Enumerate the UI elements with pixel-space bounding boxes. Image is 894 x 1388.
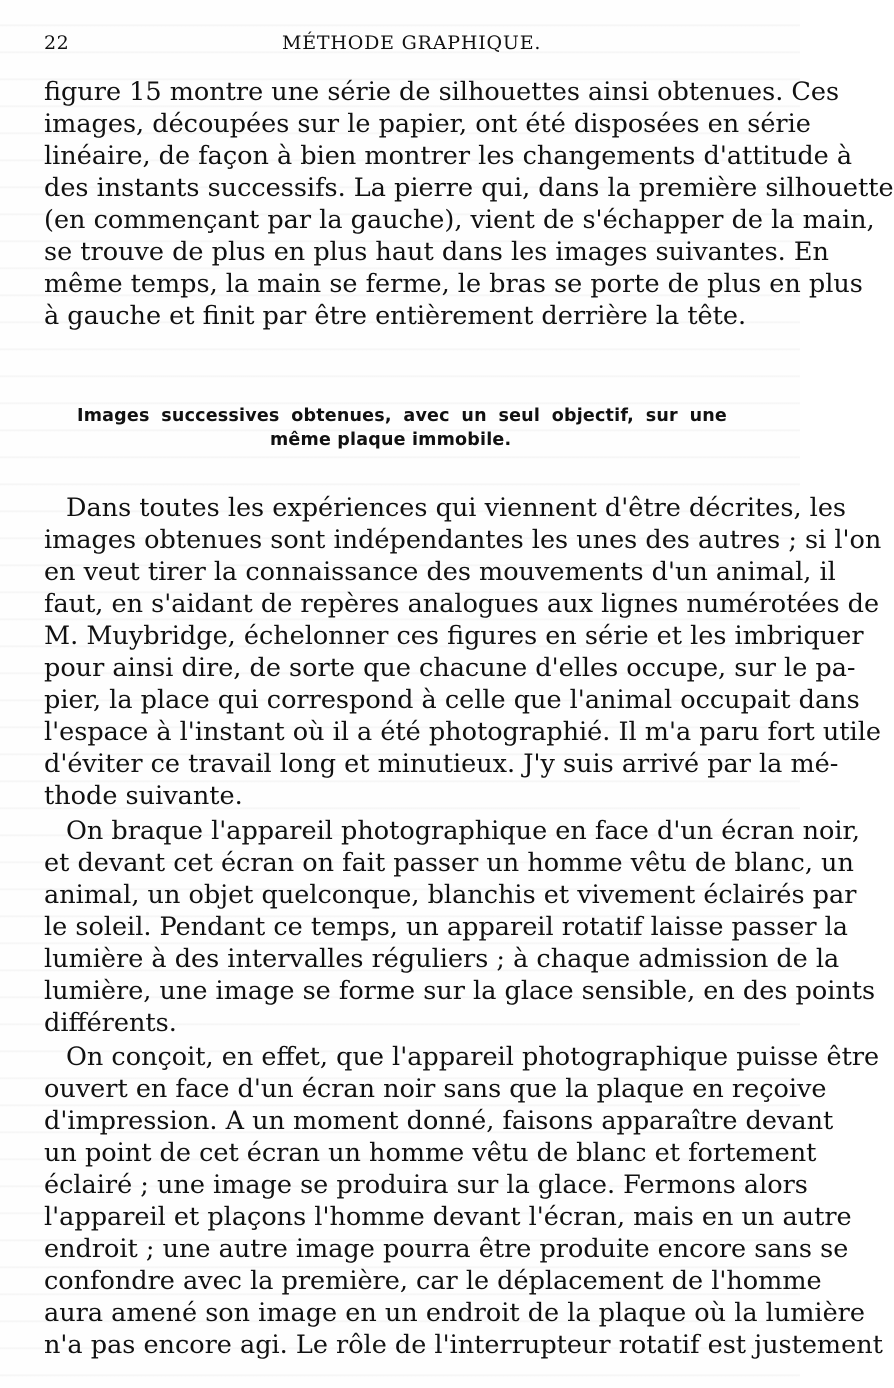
text-line: éclairé ; une image se produira sur la glace. Fermons alors [44,1170,808,1200]
text-line: endroit ; une autre image pourra être produite encore sans se [44,1234,849,1264]
text-line: ouvert en face d'un écran noir sans que la plaque en reçoive [44,1074,827,1104]
caption-line: même plaque immobile. [270,430,512,450]
text-line: le soleil. Pendant ce temps, un appareil rotatif laisse passer la [44,912,848,942]
text-line: d'éviter ce travail long et minutieux. J'y suis arrivé par la mé- [44,749,839,779]
text-line: animal, un objet quelconque, blanchis et vivement éclairés par [44,880,857,910]
text-line: lumière à des intervalles réguliers ; à chaque admission de la [44,944,840,974]
text-line: pier, la place qui correspond à celle que l'animal occupait dans [44,685,860,715]
caption-line: Images successives obtenues, avec un seul objectif, sur une [77,406,727,426]
text-line: même temps, la main se ferme, le bras se porte de plus en plus [44,269,863,299]
text-line: On braque l'appareil photographique en face d'un écran noir, [66,816,861,846]
text-line: (en commençant par la gauche), vient de s'échapper de la main, [44,205,875,235]
page-number: 22 [44,32,70,54]
text-line: images obtenues sont indépendantes les unes des autres ; si l'on [44,525,882,555]
text-line: à gauche et finit par être entièrement derrière la tête. [44,301,747,331]
running-title: MÉTHODE GRAPHIQUE. [282,32,542,54]
text-line: en veut tirer la connaissance des mouvements d'un animal, il [44,557,836,587]
text-line: images, découpées sur le papier, ont été disposées en série [44,109,811,139]
text-line: Dans toutes les expériences qui viennent d'être décrites, les [66,493,847,523]
text-line: l'espace à l'instant où il a été photographié. Il m'a paru fort utile [44,717,881,747]
text-line: faut, en s'aidant de repères analogues aux lignes numérotées de [44,589,880,619]
text-line: aura amené son image en un endroit de la plaque où la lumière [44,1298,865,1328]
page-header [44,32,760,62]
text-line: et devant cet écran on fait passer un homme vêtu de blanc, un [44,848,854,878]
text-line: n'a pas encore agi. Le rôle de l'interrupteur rotatif est justement [44,1330,883,1360]
text-line: thode suivante. [44,781,243,811]
text-line: l'appareil et plaçons l'homme devant l'écran, mais en un autre [44,1202,852,1232]
text-line: un point de cet écran un homme vêtu de blanc et fortement [44,1138,817,1168]
text-line: M. Muybridge, échelonner ces figures en série et les imbriquer [44,621,864,651]
text-line: lumière, une image se forme sur la glace sensible, en des points [44,976,876,1006]
text-line: des instants successifs. La pierre qui, dans la première silhouette [44,173,894,203]
text-line: figure 15 montre une série de silhouettes ainsi obtenues. Ces [44,77,840,107]
text-line: confondre avec la première, car le déplacement de l'homme [44,1266,822,1296]
text-line: On conçoit, en effet, que l'appareil photographique puisse être [66,1042,880,1072]
text-line: linéaire, de façon à bien montrer les changements d'attitude à [44,141,853,171]
text-line: différents. [44,1008,177,1038]
text-line: se trouve de plus en plus haut dans les images suivantes. En [44,237,829,267]
text-line: pour ainsi dire, de sorte que chacune d'elles occupe, sur le pa- [44,653,856,683]
text-line: d'impression. A un moment donné, faisons apparaître devant [44,1106,834,1136]
